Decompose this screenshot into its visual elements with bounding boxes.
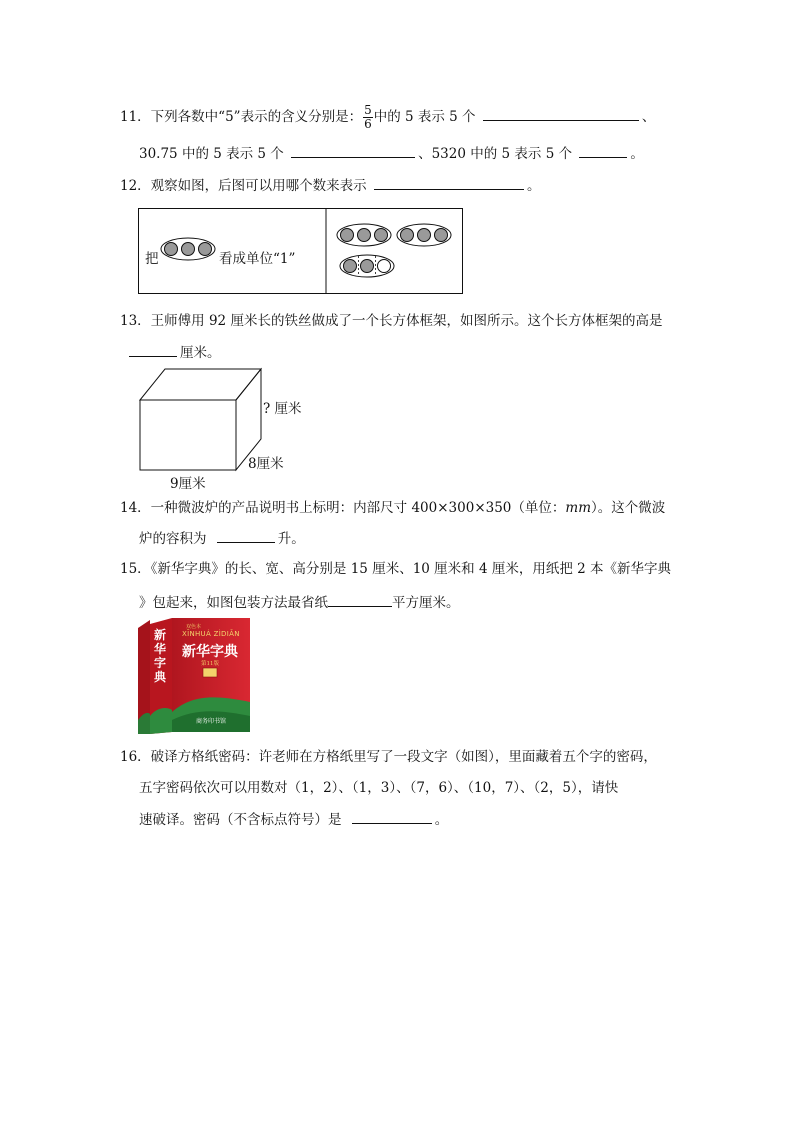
- q15-line2-b: 平方厘米。: [392, 595, 460, 611]
- q12-dot: [401, 229, 414, 242]
- q16-line2-text: 五字密码依次可以用数对（1，2）、（1，3）、（7，6）、（10，7）、（2，5），请快: [139, 780, 619, 796]
- q12-left-post: 看成单位“1”: [219, 251, 296, 267]
- q12-empty-dot: [378, 260, 391, 273]
- q15-answer-blank[interactable]: [328, 592, 392, 607]
- q12-end: 。: [526, 178, 541, 194]
- q12-dot: [435, 229, 448, 242]
- book-pinyin: XĪNHUÁ ZÌDIǍN: [182, 630, 240, 638]
- q12-answer-blank[interactable]: [374, 175, 524, 190]
- book-publisher: 商务印书馆: [196, 718, 227, 725]
- q14-line2: [139, 528, 305, 549]
- q11-answer-blank-3[interactable]: [579, 143, 627, 158]
- q13-answer-blank[interactable]: [129, 342, 177, 357]
- q12-text: 12．观察如图，后图可以用哪个数来表示: [120, 178, 367, 194]
- q11-sep1: 、: [641, 109, 656, 125]
- q12-dot: [375, 229, 388, 242]
- q16-line3-b: 。: [434, 812, 449, 828]
- q16-answer-blank[interactable]: [352, 809, 432, 824]
- q12-dot: [165, 243, 178, 256]
- book-title: 新华字典: [182, 644, 238, 660]
- spine-title: 新华字典: [154, 628, 167, 684]
- q16-line3-a: 速破译。密码（不含标点符号）是: [139, 812, 342, 828]
- q11-end: 。: [630, 146, 644, 162]
- q12-dot: [418, 229, 431, 242]
- q15-line2-a: 》包起来，如图包装方法最省纸: [139, 595, 328, 611]
- q11-frac-num: 5: [364, 103, 372, 117]
- q11-answer-blank-1[interactable]: [483, 106, 639, 121]
- q12-line: [120, 175, 540, 196]
- q13-label-height: ? 厘米: [263, 401, 302, 417]
- q11-answer-blank-2[interactable]: [291, 143, 415, 158]
- q12-left-pre: 把: [145, 251, 159, 267]
- q13-line2-post: 厘米。: [180, 345, 221, 361]
- q11-line2: [139, 143, 644, 164]
- q12-dot: [341, 229, 354, 242]
- q16-line2: [139, 778, 618, 798]
- q14-line1-a: 14．一种微波炉的产品说明书上标明：内部尺寸 400×300×350（单位：: [120, 500, 566, 516]
- q14-line2-a: 炉的容积为: [139, 531, 207, 547]
- q14-line1-b: ）。这个微波: [591, 500, 666, 516]
- q11-frac-den: 6: [364, 117, 372, 131]
- q12-dot: [182, 243, 195, 256]
- q14-line2-b: 升。: [277, 531, 305, 547]
- q11-prefix: 11．下列各数中“5”表示的含义分别是：: [120, 109, 363, 125]
- q15-line1-text: 15．《新华字典》的长、宽、高分别是 15 厘米、10 厘米和 4 厘米，用纸把 2 本《新华字典: [120, 561, 672, 577]
- book-top-small: 双色本: [186, 624, 202, 630]
- q12-dot: [344, 260, 357, 273]
- q13-label-length: 9厘米: [170, 476, 206, 492]
- q15-dictionary-image: [136, 616, 252, 736]
- q14-answer-blank[interactable]: [217, 528, 275, 543]
- q11-sep2: 、5320 中的 5 表示 5 个: [418, 146, 573, 162]
- q13-label-depth: 8厘米: [248, 456, 284, 472]
- q13-figure: [130, 364, 320, 492]
- q14-unit: mm: [565, 500, 592, 516]
- q13-line2: [127, 342, 221, 363]
- q12-figure: [138, 208, 463, 294]
- q13-cuboid-top: [140, 369, 261, 400]
- q11-line2-a: 30.75 中的 5 表示 5 个: [139, 146, 284, 162]
- q12-dot: [199, 243, 212, 256]
- q12-figure-svg: [138, 208, 463, 294]
- q14-line1: [120, 498, 665, 518]
- q13-line1-text: 13．王师傅用 92 厘米长的铁丝做成了一个长方体框架，如图所示。这个长方体框架的高是: [120, 313, 663, 329]
- q16-line1-text: 16．破译方格纸密码：许老师在方格纸里写了一段文字（如图），里面藏着五个字的密码，: [120, 749, 657, 765]
- q12-dot: [361, 260, 374, 273]
- q11-mid1: 中的 5 表示 5 个: [373, 109, 476, 125]
- q11-line1: [120, 104, 655, 131]
- q12-dot: [358, 229, 371, 242]
- book-edition: 第11版: [201, 661, 219, 667]
- q13-line1: [120, 311, 662, 331]
- q15-line1: [120, 559, 671, 579]
- q16-line3: [139, 809, 448, 830]
- q16-line1: [120, 747, 657, 767]
- q13-cuboid-front: [140, 400, 236, 470]
- q11-fraction: [363, 104, 373, 131]
- q13-cuboid-svg: [130, 364, 320, 492]
- q15-line2: [139, 592, 460, 613]
